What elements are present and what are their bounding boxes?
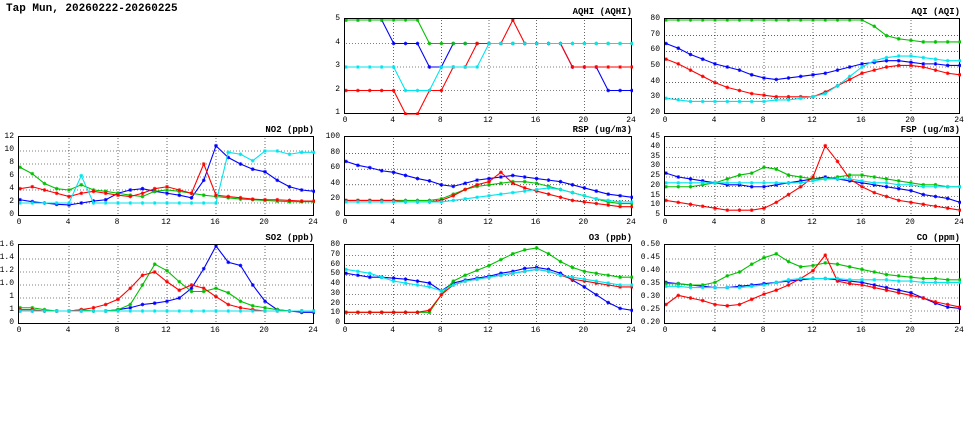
- y-tick-label: 30: [650, 92, 660, 102]
- y-tick-label: 0: [335, 210, 340, 219]
- x-tick-label: 20: [259, 218, 269, 227]
- x-tick-label: 8: [760, 326, 766, 335]
- y-tick-label: 2: [335, 84, 340, 94]
- plot-title: FSP (ug/m3): [900, 125, 960, 135]
- x-tick-label: 0: [662, 326, 668, 335]
- y-tick-label: 6: [9, 171, 14, 180]
- x-tick-label: 24: [626, 326, 636, 335]
- y-tick-label: 0.40: [640, 266, 660, 275]
- y-tick-label: 10: [330, 308, 340, 318]
- x-tick-label: 20: [259, 326, 269, 335]
- x-tick-label: 12: [807, 326, 817, 335]
- x-tick-label: 24: [626, 218, 636, 227]
- x-tick-label: 20: [905, 218, 915, 227]
- x-tick-label: 12: [483, 218, 493, 227]
- x-tick-label: 24: [954, 218, 964, 227]
- y-tick-label: 1.4: [0, 253, 14, 262]
- x-tick-label: 16: [210, 218, 220, 227]
- plot-title: NO2 (ppb): [265, 125, 314, 135]
- y-tick-label: 40: [330, 178, 340, 188]
- x-tick-label: 24: [308, 218, 318, 227]
- x-tick-label: 0: [342, 326, 348, 335]
- x-tick-label: 12: [161, 326, 171, 335]
- x-tick-label: 16: [210, 326, 220, 335]
- plot-area: [664, 244, 960, 324]
- x-tick-label: 0: [662, 218, 668, 227]
- plot-title: SO2 (ppb): [265, 233, 314, 243]
- x-tick-label: 8: [760, 218, 766, 227]
- y-tick-label: 20: [650, 180, 660, 190]
- y-tick-label: 20: [330, 298, 340, 308]
- plot-title: AQI (AQI): [911, 7, 960, 17]
- x-tick-label: 20: [905, 326, 915, 335]
- x-tick-label: 16: [530, 326, 541, 335]
- y-tick-label: 0: [335, 318, 340, 327]
- x-tick-label: 12: [807, 116, 817, 125]
- y-tick-label: 60: [330, 259, 340, 269]
- x-tick-label: 8: [437, 116, 443, 125]
- y-tick-label: 40: [330, 279, 340, 288]
- x-tick-label: 12: [807, 218, 817, 227]
- y-tick-label: 20: [330, 194, 340, 204]
- x-tick-label: 0: [16, 326, 22, 335]
- x-tick-label: 4: [390, 218, 396, 227]
- plot-title: O3 (ppb): [588, 233, 632, 243]
- y-tick-label: 4: [9, 184, 14, 193]
- y-tick-label: 20: [650, 108, 660, 117]
- y-tick-label: 80: [330, 147, 340, 157]
- x-tick-label: 24: [954, 116, 964, 125]
- y-tick-label: 0.45: [640, 253, 660, 262]
- y-tick-label: 5: [655, 210, 660, 219]
- y-tick-label: 0.30: [640, 292, 660, 301]
- y-tick-label: 80: [650, 14, 660, 23]
- y-tick-label: 80: [330, 240, 340, 249]
- plot-title: AQHI (AQHI): [572, 7, 632, 17]
- y-tick-label: 8: [9, 158, 14, 167]
- y-tick-label: 30: [330, 288, 340, 298]
- x-tick-label: 12: [483, 116, 493, 125]
- y-tick-label: 50: [650, 61, 660, 70]
- x-tick-label: 16: [530, 116, 541, 125]
- x-tick-label: 8: [114, 326, 120, 335]
- x-tick-label: 8: [437, 326, 443, 335]
- y-tick-label: 0: [9, 210, 14, 219]
- x-tick-label: 0: [662, 116, 668, 125]
- y-tick-label: 10: [4, 145, 14, 154]
- y-tick-label: 70: [330, 249, 340, 259]
- x-tick-label: 0: [342, 218, 348, 227]
- y-tick-label: 12: [4, 132, 14, 141]
- x-tick-label: 24: [954, 326, 964, 335]
- y-tick-label: 15: [650, 190, 660, 200]
- x-tick-label: 16: [856, 326, 866, 335]
- y-tick-label: 0.35: [640, 279, 660, 288]
- x-tick-label: 20: [905, 116, 915, 125]
- y-tick-label: 0.50: [640, 240, 660, 249]
- y-tick-label: 1.2: [0, 266, 14, 275]
- x-tick-label: 4: [711, 218, 717, 227]
- x-tick-label: 20: [578, 326, 589, 335]
- y-tick-label: 0.20: [640, 318, 660, 327]
- y-tick-label: 60: [330, 163, 340, 173]
- y-tick-label: 40: [650, 76, 660, 86]
- plot-title: RSP (ug/m3): [572, 125, 632, 135]
- y-tick-label: 1: [9, 292, 14, 301]
- x-tick-label: 8: [760, 116, 766, 125]
- page-title: Tap Mun, 20260222-20260225: [6, 3, 178, 15]
- x-tick-label: 12: [161, 218, 171, 227]
- y-tick-label: 2: [9, 197, 14, 206]
- y-tick-label: 25: [650, 171, 660, 180]
- x-tick-label: 12: [483, 326, 493, 335]
- y-tick-label: 3: [335, 61, 340, 70]
- x-tick-label: 8: [437, 218, 443, 227]
- x-tick-label: 4: [390, 116, 396, 125]
- y-tick-label: 10: [650, 200, 660, 210]
- y-tick-label: 0.25: [640, 305, 660, 314]
- x-tick-label: 20: [578, 116, 589, 125]
- x-tick-label: 4: [65, 218, 71, 227]
- x-tick-label: 4: [711, 116, 717, 125]
- x-tick-label: 16: [856, 218, 866, 227]
- y-tick-label: 40: [650, 141, 660, 151]
- x-tick-label: 0: [342, 116, 348, 125]
- x-tick-label: 24: [626, 116, 636, 125]
- x-tick-label: 4: [65, 326, 71, 335]
- x-tick-label: 0: [16, 218, 22, 227]
- y-tick-label: 5: [335, 14, 340, 23]
- y-tick-label: 45: [650, 132, 660, 141]
- x-tick-label: 20: [578, 218, 589, 227]
- x-tick-label: 24: [308, 326, 318, 335]
- y-tick-label: 50: [330, 269, 340, 279]
- y-tick-label: 35: [650, 151, 660, 161]
- x-tick-label: 8: [114, 218, 120, 227]
- plot-title: CO (ppm): [916, 233, 960, 243]
- x-tick-label: 16: [856, 116, 866, 125]
- y-tick-label: 0: [9, 318, 14, 327]
- y-tick-label: 1: [9, 305, 14, 314]
- x-tick-label: 4: [711, 326, 717, 335]
- y-tick-label: 1.6: [0, 240, 14, 249]
- y-tick-label: 1.0: [0, 279, 14, 288]
- y-tick-label: 100: [325, 132, 340, 141]
- y-tick-label: 70: [650, 29, 660, 39]
- y-tick-label: 60: [650, 45, 660, 55]
- y-tick-label: 4: [335, 37, 340, 47]
- x-tick-label: 16: [530, 218, 541, 227]
- y-tick-label: 1: [335, 108, 340, 117]
- x-tick-label: 4: [390, 326, 396, 335]
- y-tick-label: 30: [650, 161, 660, 171]
